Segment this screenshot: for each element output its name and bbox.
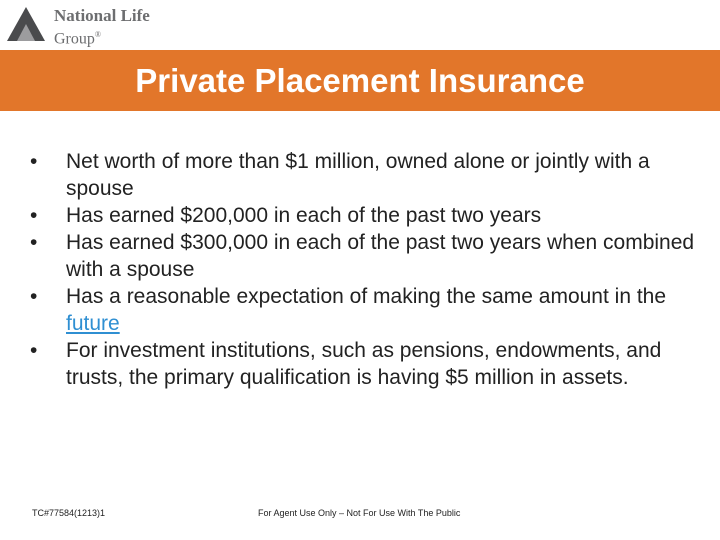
slide-title: Private Placement Insurance (135, 62, 585, 99)
bullet-item (30, 229, 700, 283)
bullet-item (30, 337, 700, 391)
bullet-list (30, 148, 700, 391)
bullet-dot-icon: • (30, 150, 38, 173)
footer-code: TC#77584(1213)1 (32, 508, 106, 518)
bullet-item (30, 283, 700, 337)
bullet-text: Has earned $300,000 in each of the past two years when combined with a spouse (66, 231, 695, 281)
bullet-text: For investment institutions, such as pensions, endowments, and trusts, the primary qualification is having $5 million in assets. (66, 339, 662, 389)
bullet-text: Has a reasonable expectation of making the same amount in the (66, 285, 667, 308)
bullet-dot-icon: • (30, 204, 38, 227)
future-link[interactable]: future (66, 312, 120, 335)
company-logo-text (54, 6, 150, 48)
bullet-item (30, 148, 700, 202)
logo-line-1: National Life (54, 6, 150, 25)
bullet-dot-icon: • (30, 231, 38, 254)
bullet-text: Has earned $200,000 in each of the past two years (66, 204, 542, 227)
bullet-text: Net worth of more than $1 million, owned alone or jointly with a spouse (66, 150, 650, 200)
footer-disclaimer: For Agent Use Only – Not For Use With The Public (258, 508, 461, 518)
bullet-dot-icon: • (30, 285, 38, 308)
bullet-dot-icon: • (30, 339, 38, 362)
national-life-logo-icon (4, 4, 48, 44)
logo-line-2: Group® (54, 30, 101, 48)
bullet-item (30, 202, 700, 229)
